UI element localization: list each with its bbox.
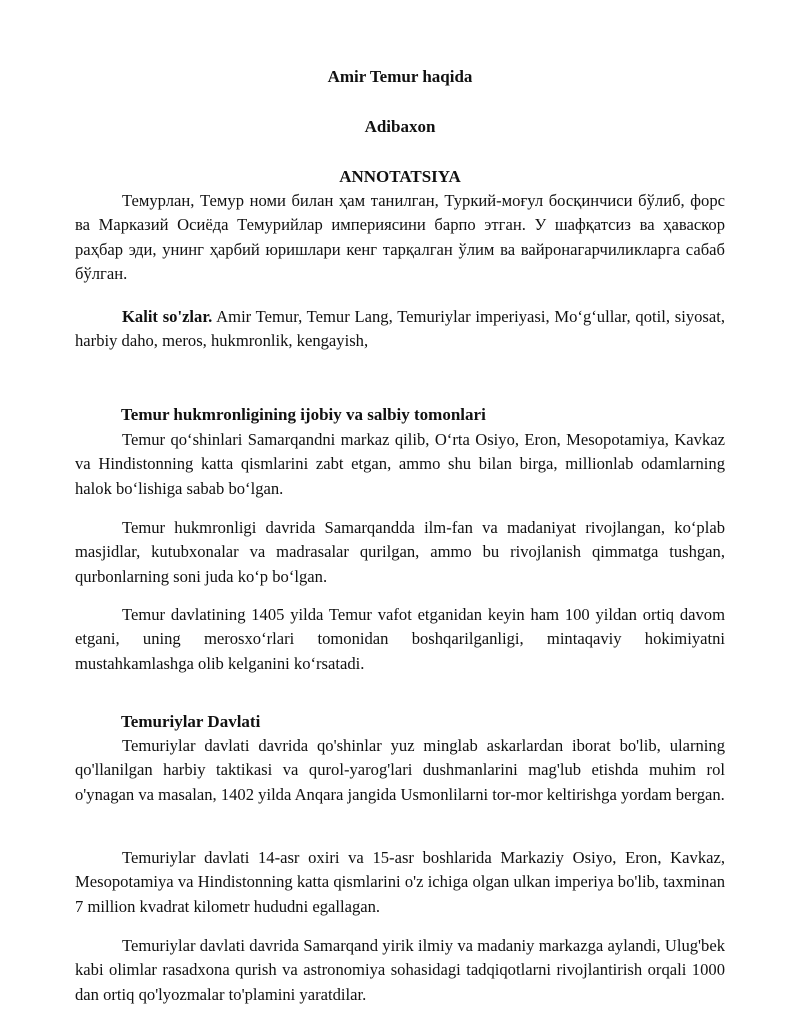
keywords-list: Amir Temur, Temur Lang, Temuriylar imperiyasi, Mo‘g‘ullar, qotil, siyosat, harbiy daho, meros, hukmronlik, kengayish, xyxy=(75,307,726,351)
section-paragraph: Temur qo‘shinlari Samarqandni markaz qilib, O‘rta Osiyo, Eron, Mesopotamiya, Kavkaz va Hindistonning katta qismlarini zabt etgan, ammo shu bilan birga, millionlab odamlarning halok bo‘lishiga sabab bo‘lgan. xyxy=(75,430,725,498)
section-paragraph: Temuriylar davlati 14-asr oxiri va 15-asr boshlarida Markaziy Osiyo, Eron, Kavkaz, Mesopotamiya va Hindistonning katta qismlarini o'z ichiga olgan ulkan imperiya bo'lib, taxminan 7 million kvadrat kilometr hududni egallagan. xyxy=(75,848,725,916)
section-paragraph: Temuriylar davlati davrida qo'shinlar yuz minglab askarlardan iborat bo'lib, ularning qo'llanilgan harbiy taktikasi va qurol-yarog'lari dushmanlarini mag'lub etishda muhim rol o'ynagan va masalan, 1402 yilda Anqara jangida Usmonlilarni tor-mor keltirishga yordam bergan. xyxy=(75,736,725,804)
document-title: Amir Temur haqida xyxy=(327,67,473,86)
section-heading: Temuriylar Davlati xyxy=(121,712,261,731)
keywords-label: Kalit so'zlar. xyxy=(122,307,213,326)
keywords-paragraph xyxy=(75,305,725,354)
annotation-heading: ANNOTATSIYA xyxy=(339,167,461,186)
author-name: Adibaxon xyxy=(364,117,436,136)
section-paragraph: Temur hukmronligi davrida Samarqandda ilm-fan va madaniyat rivojlangan, ko‘plab masjidlar, kutubxonalar va madrasalar qurilgan, ammo bu rivojlanish qimmatga tushgan, qurbonlarning soni juda ko‘p bo‘lgan. xyxy=(75,518,725,586)
section-paragraph: Temuriylar davlati davrida Samarqand yirik ilmiy va madaniy markazga aylandi, Ulug'bek kabi olimlar rasadxona qurish va astronomiya sohasidagi tadqiqotlarni rivojlantirish orqali 1000 dan ortiq qo'lyozmalar to'plamini yaratdilar. xyxy=(75,936,725,1004)
section-paragraph: Temur davlatining 1405 yilda Temur vafot etganidan keyin ham 100 yildan ortiq davom etgani, uning merosxo‘rlari tomonidan boshqarilganligi, mintaqaviy hokimiyatni mustahkamlashga olib kelganini ko‘rsatadi. xyxy=(75,605,725,673)
annotation-paragraph: Темурлан, Темур номи билан ҳам танилган, Туркий-моғул босқинчиси бўлиб, форс ва Марказий Осиёда Темурийлар империясини барпо этган. У шафқатсиз ва ҳаваскор раҳбар эди, унинг ҳарбий юришлари кенг тарқалган ўлим ва вайронагарчиликларга сабаб бўлган. xyxy=(75,191,725,283)
section-heading: Temur hukmronligining ijobiy va salbiy tomonlari xyxy=(121,405,486,424)
